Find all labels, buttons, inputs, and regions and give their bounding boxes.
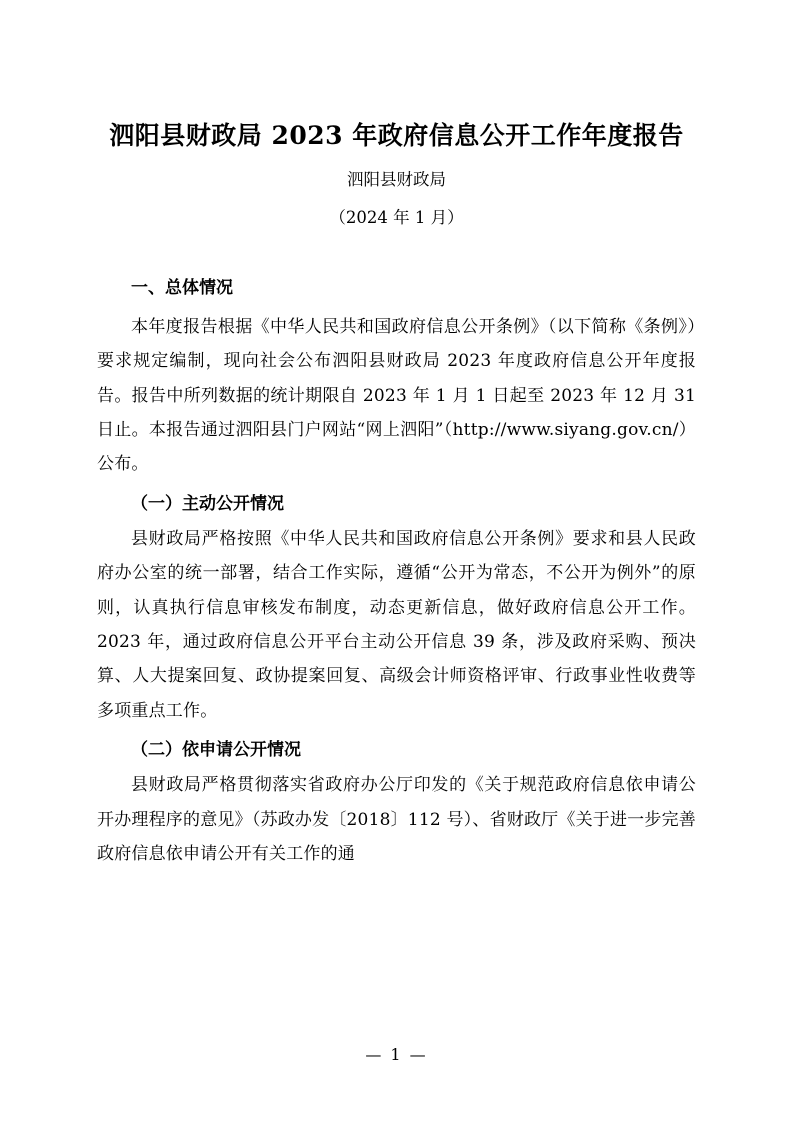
paragraph-overall-intro: 本年度报告根据《中华人民共和国政府信息公开条例》（以下简称《条例》）要求规定编制，现向社会公布泗阳县财政局 2023 年度政府信息公开年度报告。报告中所列数据的统计期限自 2023 年 1 月 1 日起至 2023 年 12 月 31 日止。本报告通过泗阳县门户网站“网上泗阳”（http://www.siyang.gov.cn/）公布。 [97,317,696,475]
subsection-heading-proactive-disclosure: （一）主动公开情况 [131,493,284,514]
page-title: 泗阳县财政局 2023 年政府信息公开工作年度报告 [109,121,684,150]
paragraph-on-request-disclosure: 县财政局严格贯彻落实省政府办公厅印发的《关于规范政府信息依申请公开办理程序的意见》（苏政办发〔2018〕112 号）、省财政厅《关于进一步完善政府信息依申请公开有关工作的通 [97,775,696,864]
page-number: — 1 — [365,1045,428,1064]
document-date: （2024 年 1 月） [329,208,464,228]
paragraph-proactive-disclosure: 县财政局严格按照《中华人民共和国政府信息公开条例》要求和县人民政府办公室的统一部署，结合工作实际，遵循“公开为常态，不公开为例外”的原则，认真执行信息审核发布制度，动态更新信息，做好政府信息公开工作。2023 年，通过政府信息公开平台主动公开信息 39 条，涉及政府采购、预决算、人大提案回复、政协提案回复、高级会计师资格评审、行政事业性收费等多项重点工作。 [97,529,696,721]
subsection-heading-on-request-disclosure: （二）依申请公开情况 [131,739,301,760]
document-issuer: 泗阳县财政局 [347,170,446,189]
section-heading-overall-situation: 一、总体情况 [131,277,233,298]
